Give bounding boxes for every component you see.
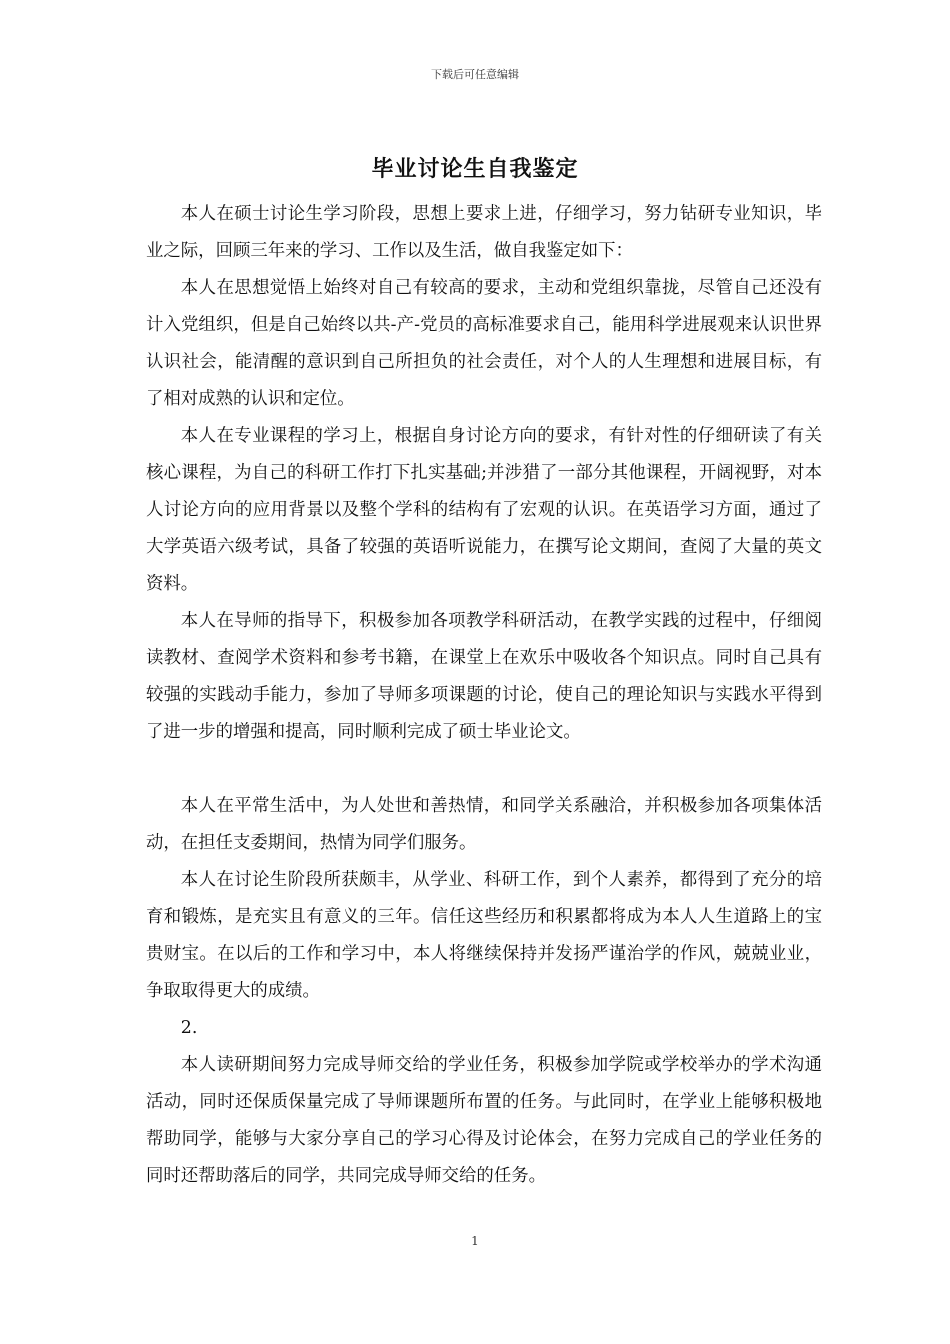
paragraph-life: 本人在平常生活中，为人处世和善热情，和同学关系融洽，并积极参加各项集体活动，在担任支委期间，热情为同学们服务。 — [146, 796, 822, 853]
page-number: 1 — [471, 1234, 479, 1248]
document-title: 毕业讨论生自我鉴定 — [371, 157, 579, 182]
section-number: 2. — [180, 1018, 198, 1038]
paragraph-tasks: 本人读研期间努力完成导师交给的学业任务，积极参加学院或学校举办的学术沟通活动，同时还保质保量完成了导师课题所布置的任务。与此同时，在学业上能够积极地帮助同学，能够与大家分享自己的学习心得及讨论体会，在努力完成自己的学业任务的同时还帮助落后的同学，共同完成导师交给的任务。 — [146, 1055, 822, 1186]
paragraph-intro: 本人在硕士讨论生学习阶段，思想上要求上进，仔细学习，努力钻研专业知识，毕业之际，回顾三年来的学习、工作以及生活，做自我鉴定如下： — [146, 204, 822, 261]
paragraph-coursework: 本人在专业课程的学习上，根据自身讨论方向的要求，有针对性的仔细研读了有关核心课程，为自己的科研工作打下扎实基础;并涉猎了一部分其他课程，开阔视野，对本人讨论方向的应用背景以及整个学科的结构有了宏观的认识。在英语学习方面，通过了大学英语六级考试，具备了较强的英语听说能力，在撰写论文期间，查阅了大量的英文资料。 — [146, 426, 822, 594]
header-note: 下载后可任意编辑 — [431, 68, 519, 81]
paragraph-research: 本人在导师的指导下，积极参加各项教学科研活动，在教学实践的过程中，仔细阅读教材、查阅学术资料和参考书籍，在课堂上在欢乐中吸收各个知识点。同时自己具有较强的实践动手能力，参加了导师多项课题的讨论，使自己的理论知识与实践水平得到了进一步的增强和提高，同时顺利完成了硕士毕业论文。 — [146, 611, 822, 742]
paragraph-gap — [146, 751, 822, 788]
paragraph-ideology: 本人在思想觉悟上始终对自己有较高的要求，主动和党组织靠拢，尽管自己还没有计入党组织，但是自己始终以共-产-党员的高标准要求自己，能用科学进展观来认识世界认识社会，能清醒的意识到自己所担负的社会责任，对个人的人生理想和进展目标，有了相对成熟的认识和定位。 — [146, 278, 822, 409]
document-body — [146, 196, 822, 1195]
paragraph-summary: 本人在讨论生阶段所获颇丰，从学业、科研工作，到个人素养，都得到了充分的培育和锻炼，是充实且有意义的三年。信任这些经历和积累都将成为本人人生道路上的宝贵财宝。在以后的工作和学习中，本人将继续保持并发扬严谨治学的作风，兢兢业业，争取取得更大的成绩。 — [146, 870, 822, 1001]
